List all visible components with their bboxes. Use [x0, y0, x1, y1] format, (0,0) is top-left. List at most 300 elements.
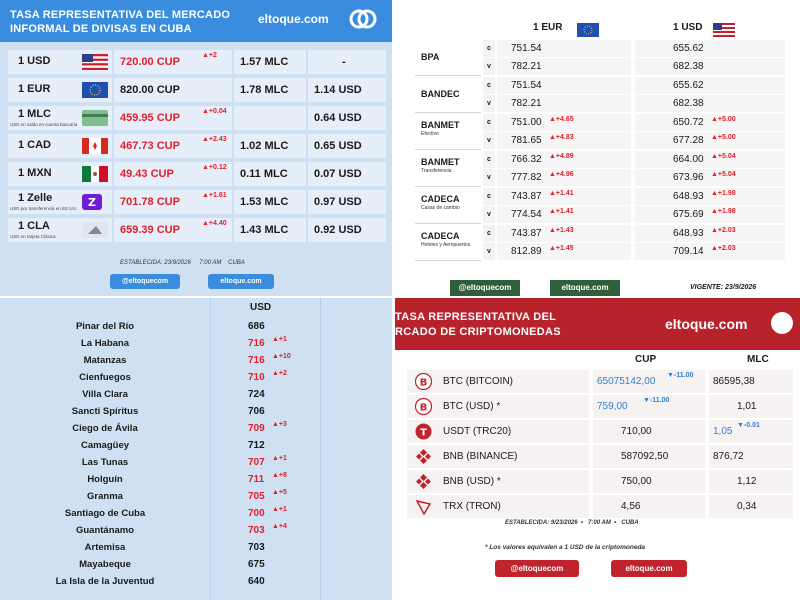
- crypto-note: * Los valores equivalen a 1 USD de la criptomoneda: [485, 544, 646, 551]
- footer-place: CUBA: [228, 260, 245, 266]
- bank-name: BPA: [421, 52, 440, 62]
- row-cell-bg: [234, 50, 306, 74]
- website-button[interactable]: eltoque.com: [208, 274, 274, 289]
- usd-value: -: [342, 56, 346, 68]
- row-cell-bg: [234, 162, 306, 186]
- usd-value: 0.65 USD: [314, 140, 362, 152]
- row-cell-bg: [8, 134, 112, 158]
- informal-title-line2: INFORMAL DE DIVISAS EN CUBA: [10, 23, 192, 35]
- informal-title-line1: TASA REPRESENTATIVA DEL MERCADO: [10, 9, 231, 21]
- eur-rate: 782.21: [511, 61, 542, 72]
- delta-up: ▲+4.89: [549, 153, 574, 160]
- delta-up: ▲+2.03: [711, 245, 736, 252]
- row-cell-bg: [635, 77, 785, 94]
- cup-value: 49.43 CUP: [120, 168, 174, 180]
- usd-value: 1.14 USD: [314, 84, 362, 96]
- delta-up: ▲+1.98: [711, 190, 736, 197]
- usd-value: 0.97 USD: [314, 196, 362, 208]
- crypto-row: [407, 470, 793, 494]
- bank-group: [415, 40, 787, 76]
- eltoque-logo: eltoque.com: [258, 12, 329, 26]
- province-name: La Habana: [80, 338, 130, 349]
- row-cell-bg: [114, 134, 232, 158]
- currency-row: [0, 217, 392, 243]
- bank-name: BANDEC: [421, 89, 460, 99]
- footer-date: ESTABLECIDA: 9/23/2026: [505, 520, 578, 526]
- crypto-cup-value: 65075142,00: [597, 376, 656, 387]
- currency-sublabel: USD en saldo en cuenta bancaria: [10, 122, 78, 127]
- website-button[interactable]: eltoque.com: [611, 560, 687, 577]
- province-row: [0, 539, 392, 556]
- usd-rate: 655.62: [673, 80, 704, 91]
- crypto-title-line1: TASA REPRESENTATIVA DEL: [395, 311, 557, 323]
- compra-label: c: [483, 151, 495, 168]
- delta-up: ▲+0.12: [202, 164, 227, 171]
- crypto-cup-header: CUP: [635, 354, 657, 365]
- row-cell-bg: [635, 58, 785, 75]
- row-cell-bg: [308, 50, 386, 74]
- delta-up: ▲+10: [272, 353, 291, 360]
- province-name: Artemisa: [84, 542, 126, 553]
- delta-up: ▲+1.43: [549, 227, 574, 234]
- delta-up: ▲+2: [202, 52, 217, 59]
- currency-code: 1 CLA: [18, 220, 50, 232]
- province-value: 716: [248, 355, 265, 366]
- province-name: Guantánamo: [75, 525, 135, 536]
- delta-up: ▲+1.98: [711, 208, 736, 215]
- delta-up: ▲+4.65: [549, 116, 574, 123]
- bank-group: [415, 151, 787, 187]
- footer-place: CUBA: [621, 520, 639, 526]
- currency-row: [0, 189, 392, 215]
- currency-code: 1 USD: [18, 55, 51, 67]
- row-cell-bg: [635, 243, 785, 260]
- row-cell-bg: [635, 225, 785, 242]
- province-name: Ciego de Ávila: [72, 423, 138, 434]
- province-name: Sancti Spíritus: [71, 406, 139, 417]
- province-name: Pinar del Río: [75, 321, 135, 332]
- crypto-row: [407, 445, 793, 469]
- row-cell-bg: [114, 218, 232, 242]
- compra-label: c: [483, 114, 495, 131]
- bank-group: [415, 77, 787, 113]
- province-value: 716: [248, 338, 265, 349]
- province-name: Villa Clara: [82, 389, 128, 400]
- eur-rate: 781.65: [511, 135, 542, 146]
- row-cell-bg: [308, 190, 386, 214]
- usd-rate: 650.72: [673, 117, 704, 128]
- province-row: [0, 420, 392, 437]
- delta-up: ▲+5.00: [711, 134, 736, 141]
- row-cell-bg: [635, 114, 785, 131]
- delta-up: ▲+2.43: [202, 136, 227, 143]
- row-cell-bg: [234, 78, 306, 102]
- province-name: Santiago de Cuba: [64, 508, 146, 519]
- province-row: [0, 318, 392, 335]
- row-cell-bg: [234, 134, 306, 158]
- province-row: [0, 505, 392, 522]
- row-cell-bg: [8, 162, 112, 186]
- currency-code: 1 MLC: [18, 108, 51, 120]
- crypto-cup-value: 759,00: [597, 401, 628, 412]
- tether-icon: [415, 423, 432, 440]
- delta-up: ▲+3: [272, 421, 287, 428]
- us-flag-icon: [713, 23, 735, 37]
- currency-code: 1 CAD: [18, 139, 52, 151]
- bank-name: CADECA: [421, 194, 460, 204]
- usd-header-label: 1 USD: [673, 22, 703, 33]
- informal-footer: [120, 260, 245, 266]
- bank-group: [415, 114, 787, 150]
- crypto-cup-value: 750,00: [621, 476, 652, 487]
- eur-rate: 812.89: [511, 246, 542, 257]
- currency-row: [0, 133, 392, 159]
- eur-rate: 782.21: [511, 98, 542, 109]
- row-cell-bg: [8, 78, 112, 102]
- cla-card-icon: [82, 222, 108, 238]
- delta-up: ▲+4.96: [549, 171, 574, 178]
- bank-name-cell: [415, 114, 481, 150]
- delta-up: ▲+1.45: [549, 245, 574, 252]
- province-value: 706: [248, 406, 265, 417]
- province-row: [0, 573, 392, 590]
- crypto-name: BTC (USD) *: [443, 401, 501, 412]
- row-cell-bg: [114, 78, 232, 102]
- usd-rate: 709.14: [673, 246, 704, 257]
- website-button[interactable]: eltoque.com: [550, 280, 620, 296]
- cup-value: 701.78 CUP: [120, 196, 180, 208]
- crypto-name: USDT (TRC20): [443, 426, 512, 437]
- delta-up: ▲+4: [272, 523, 287, 530]
- province-name: Granma: [87, 491, 123, 502]
- crypto-row: [407, 495, 793, 519]
- province-value: 711: [248, 474, 265, 485]
- delta-up: ▲+1: [272, 506, 287, 513]
- delta-down: ▼-0.01: [737, 422, 760, 429]
- mlc-value: 0.11 MLC: [240, 168, 288, 180]
- row-cell-bg: [8, 106, 112, 130]
- province-name: Holguín: [87, 474, 123, 485]
- bank-name: CADECA: [421, 231, 460, 241]
- province-name: Cienfuegos: [79, 372, 131, 383]
- row-cell-bg: [635, 40, 785, 57]
- eltoque-logo: eltoque.com: [665, 316, 748, 332]
- crypto-header: [395, 298, 800, 350]
- svg-text:B: B: [419, 402, 428, 414]
- usd-rate: 648.93: [673, 228, 704, 239]
- province-name: La Isla de la Juventud: [55, 576, 155, 587]
- crypto-rates-panel: [395, 298, 800, 600]
- province-row: [0, 369, 392, 386]
- row-cell-bg: [635, 169, 785, 186]
- tron-icon: [415, 498, 432, 515]
- bank-group: [415, 225, 787, 261]
- province-value: 707: [248, 457, 265, 468]
- informal-rates-panel: [0, 0, 392, 296]
- social-button[interactable]: @eltoquecom: [450, 280, 520, 296]
- row-cell-bg: [234, 218, 306, 242]
- crypto-title: [395, 310, 561, 340]
- row-cell-bg: [593, 495, 705, 518]
- delta-up: ▲+2.03: [711, 227, 736, 234]
- province-rates-panel: [0, 298, 392, 600]
- province-row: [0, 556, 392, 573]
- currency-row: [0, 105, 392, 131]
- bank-name-cell: [415, 151, 481, 187]
- venta-label: v: [483, 58, 495, 75]
- crypto-name: TRX (TRON): [443, 501, 501, 512]
- eur-rate: 751.54: [511, 43, 542, 54]
- province-row: [0, 471, 392, 488]
- province-usd-header: USD: [250, 302, 272, 313]
- venta-label: v: [483, 95, 495, 112]
- row-cell-bg: [114, 190, 232, 214]
- row-cell-bg: [308, 106, 386, 130]
- usd-value: 0.07 USD: [314, 168, 362, 180]
- usd-value: 0.64 USD: [314, 112, 362, 124]
- currency-row: [0, 77, 392, 103]
- row-cell-bg: [8, 218, 112, 242]
- row-cell-bg: [8, 190, 112, 214]
- province-value: 686: [248, 321, 265, 332]
- province-value: 703: [248, 542, 265, 553]
- crypto-mlc-value: 1,01: [737, 401, 757, 412]
- currency-row: [0, 161, 392, 187]
- crypto-name: BNB (USD) *: [443, 476, 501, 487]
- bank-name-cell: [415, 40, 481, 76]
- currency-code: 1 EUR: [18, 83, 51, 95]
- delta-up: ▲+4.83: [549, 134, 574, 141]
- compra-label: c: [483, 77, 495, 94]
- zelle-icon: [82, 194, 108, 210]
- province-name: Matanzas: [83, 355, 127, 366]
- crypto-name: BTC (BITCOIN): [443, 376, 513, 387]
- usd-rate: 682.38: [673, 61, 704, 72]
- currency-code: 1 Zelle: [18, 192, 53, 204]
- row-cell-bg: [635, 188, 785, 205]
- usd-rate: 673.96: [673, 172, 704, 183]
- crypto-row: [407, 395, 793, 419]
- row-cell-bg: [234, 190, 306, 214]
- eltoque-mark-icon: [348, 8, 378, 30]
- eur-rate: 751.54: [511, 80, 542, 91]
- crypto-mlc-value: 1,05: [713, 426, 733, 437]
- province-row: [0, 352, 392, 369]
- svg-text:T: T: [420, 427, 427, 439]
- crypto-mlc-header: MLC: [747, 354, 769, 365]
- row-cell-bg: [308, 78, 386, 102]
- bank-subname: Hoteles y Aeropuertos: [421, 242, 471, 248]
- eu-flag-icon: [577, 23, 599, 37]
- row-cell-bg: [8, 50, 112, 74]
- crypto-footer: ESTABLECIDA: 9/23/2026 • 7:00 AM • CUBA: [505, 520, 639, 526]
- venta-label: v: [483, 169, 495, 186]
- row-cell-bg: [635, 151, 785, 168]
- delta-up: ▲+5.00: [711, 116, 736, 123]
- mx-flag-icon: [82, 166, 108, 182]
- footer-time: 7:00 AM: [199, 260, 222, 266]
- mlc-value: 1.43 MLC: [240, 224, 289, 236]
- mlc-card-icon: [82, 110, 108, 126]
- row-cell-bg: [114, 106, 232, 130]
- crypto-mlc-value: 876,72: [713, 451, 744, 462]
- row-cell-bg: [308, 218, 386, 242]
- svg-text:B: B: [419, 377, 428, 389]
- eur-rate: 766.32: [511, 154, 542, 165]
- venta-label: v: [483, 243, 495, 260]
- delta-up: ▲+2: [272, 370, 287, 377]
- eu-flag-icon: [82, 82, 108, 98]
- row-cell-bg: [234, 106, 306, 130]
- cup-value: 659.39 CUP: [120, 224, 180, 236]
- bank-name: BANMET: [421, 157, 460, 167]
- compra-label: c: [483, 40, 495, 57]
- svg-text:Z: Z: [88, 196, 96, 209]
- bank-name-cell: [415, 77, 481, 113]
- bank-group: [415, 188, 787, 224]
- row-cell-bg: [635, 206, 785, 223]
- crypto-cup-value: 587092,50: [621, 451, 669, 462]
- eur-column-header: [533, 22, 562, 40]
- province-value: 709: [248, 423, 265, 434]
- informal-header: [0, 0, 392, 42]
- province-name: Mayabeque: [79, 559, 131, 570]
- usd-rate: 677.28: [673, 135, 704, 146]
- bitcoin-icon: [415, 373, 432, 390]
- eur-rate: 743.87: [511, 191, 542, 202]
- province-value: 700: [248, 508, 265, 519]
- province-row: [0, 335, 392, 352]
- ca-flag-icon: [82, 138, 108, 154]
- crypto-cup-value: 710,00: [621, 426, 652, 437]
- delta-up: ▲+4.40: [202, 220, 227, 227]
- crypto-title-line2: RCADO DE CRIPTOMONEDAS: [395, 326, 561, 338]
- usd-column-header: [673, 22, 702, 40]
- province-value: 640: [248, 576, 265, 587]
- row-cell-bg: [114, 50, 232, 74]
- eur-rate: 777.82: [511, 172, 542, 183]
- row-cell-bg: [635, 95, 785, 112]
- province-name: Camagüey: [80, 440, 130, 451]
- row-cell-bg: [308, 134, 386, 158]
- delta-up: ▲+1.41: [549, 208, 574, 215]
- delta-up: ▲+0.04: [202, 108, 227, 115]
- cup-value: 820.00 CUP: [120, 84, 180, 96]
- crypto-name: BNB (BINANCE): [443, 451, 518, 462]
- province-value: 703: [248, 525, 265, 536]
- bank-name-cell: [415, 225, 481, 261]
- binance-icon: [415, 473, 432, 490]
- delta-down: ▼-11.00: [667, 372, 694, 379]
- province-value: 705: [248, 491, 265, 502]
- usd-rate: 648.93: [673, 191, 704, 202]
- delta-up: ▲+5.04: [711, 153, 736, 160]
- us-flag-icon: [82, 54, 108, 70]
- footer-date: ESTABLECIDA: 23/9/2026: [120, 260, 191, 266]
- crypto-mlc-value: 1,12: [737, 476, 757, 487]
- delta-up: ▲+1: [272, 336, 287, 343]
- province-value: 675: [248, 559, 265, 570]
- bank-name-cell: [415, 188, 481, 224]
- mlc-value: 1.57 MLC: [240, 56, 289, 68]
- bank-subname: Casas de cambio: [421, 205, 460, 211]
- usd-rate: 675.69: [673, 209, 704, 220]
- delta-up: ▲+8: [272, 472, 287, 479]
- usd-rate: 664.00: [673, 154, 704, 165]
- bank-subname: Efectivo: [421, 131, 439, 137]
- eur-rate: 751.00: [511, 117, 542, 128]
- province-value: 724: [248, 389, 265, 400]
- delta-up: ▲+1.61: [202, 192, 227, 199]
- bank-name: BANMET: [421, 120, 460, 130]
- usd-rate: 682.38: [673, 98, 704, 109]
- venta-label: v: [483, 206, 495, 223]
- province-row: [0, 488, 392, 505]
- cup-value: 467.73 CUP: [120, 140, 180, 152]
- eur-rate: 743.87: [511, 228, 542, 239]
- crypto-row: [407, 420, 793, 444]
- row-cell-bg: [114, 162, 232, 186]
- bank-rates-panel: [395, 0, 800, 296]
- footer-time: 7:00 AM: [588, 520, 611, 526]
- compra-label: c: [483, 225, 495, 242]
- province-value: 712: [248, 440, 265, 451]
- binance-icon: [415, 448, 432, 465]
- compra-label: c: [483, 188, 495, 205]
- crypto-row: [407, 370, 793, 394]
- usd-value: 0.92 USD: [314, 224, 362, 236]
- province-row: [0, 522, 392, 539]
- province-row: [0, 437, 392, 454]
- province-row: [0, 403, 392, 420]
- eltoque-mark-icon: [771, 312, 793, 334]
- delta-down: ▼-11.00: [643, 397, 670, 404]
- mlc-value: 1.53 MLC: [240, 196, 289, 208]
- row-cell-bg: [308, 162, 386, 186]
- social-button[interactable]: @eltoquecom: [110, 274, 180, 289]
- crypto-cup-value: 4,56: [621, 501, 641, 512]
- crypto-mlc-value: 86595,38: [713, 376, 755, 387]
- cup-value: 720.00 CUP: [120, 56, 180, 68]
- cup-value: 459.95 CUP: [120, 112, 180, 124]
- social-button[interactable]: @eltoquecom: [495, 560, 579, 577]
- currency-code: 1 MXN: [18, 167, 52, 179]
- province-value: 710: [248, 372, 265, 383]
- delta-up: ▲+1.41: [549, 190, 574, 197]
- delta-up: ▲+5.04: [711, 171, 736, 178]
- informal-title: [10, 8, 230, 36]
- province-row: [0, 386, 392, 403]
- delta-up: ▲+5: [272, 489, 287, 496]
- venta-label: v: [483, 132, 495, 149]
- bitcoin-icon: [415, 398, 432, 415]
- usd-rate: 655.62: [673, 43, 704, 54]
- row-cell-bg: [635, 132, 785, 149]
- province-name: Las Tunas: [81, 457, 129, 468]
- mlc-value: 1.02 MLC: [240, 140, 289, 152]
- province-row: [0, 454, 392, 471]
- vigente-date: VIGENTE: 23/9/2026: [690, 284, 757, 291]
- delta-up: ▲+1: [272, 455, 287, 462]
- eur-header-label: 1 EUR: [533, 22, 563, 33]
- bank-subname: Transferencia: [421, 168, 452, 174]
- currency-sublabel: USD en tarjeta Clásica: [10, 234, 56, 239]
- currency-row: [0, 49, 392, 75]
- eur-rate: 774.54: [511, 209, 542, 220]
- mlc-value: 1.78 MLC: [240, 84, 289, 96]
- crypto-mlc-value: 0,34: [737, 501, 757, 512]
- currency-sublabel: USD por transferencia en EE.UU.: [10, 206, 78, 211]
